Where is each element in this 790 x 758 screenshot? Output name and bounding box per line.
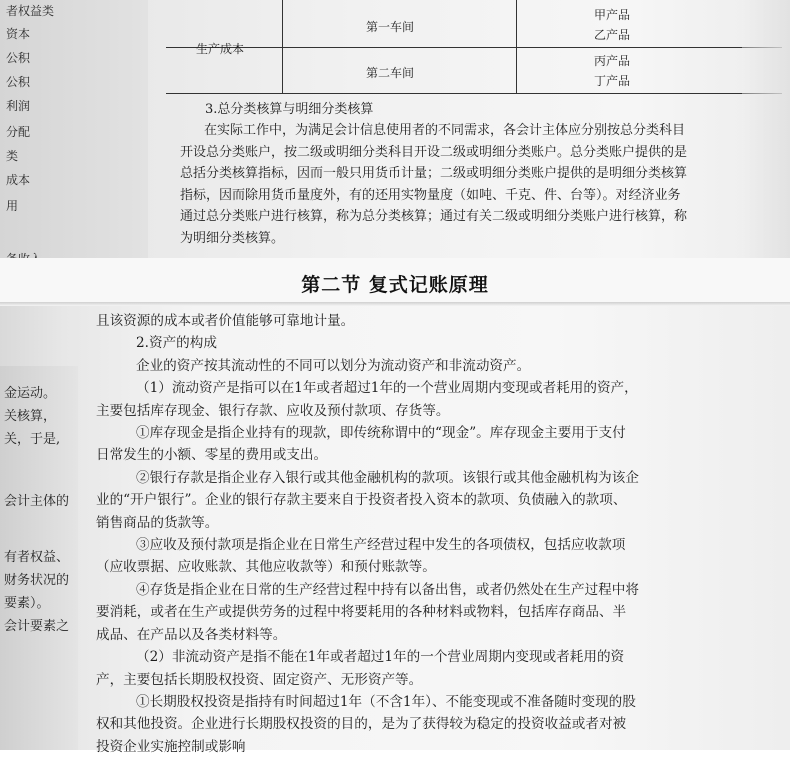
margin-label: 者权益类 (6, 4, 55, 18)
margin-fragment: 金运动。 (4, 386, 57, 401)
margin-label: 公积 (6, 75, 31, 89)
paragraph-line: ②银行存款是指企业存入银行或其他金融机构的款项。该银行或其他金融机构为该企 (136, 469, 639, 486)
margin-fragment: 财务状况的 (4, 573, 70, 588)
paragraph-line: 通过总分类账户进行核算，称为总分类核算；通过有关二级或明细分类账户进行核算，称 (180, 209, 688, 224)
paragraph-line: 主要包括库存现金、银行存款、应收及预付款项、存货等。 (96, 402, 450, 419)
paragraph-line: 权和其他投资。企业进行长期股权投资的目的，是为了获得较为稳定的投资收益或者对被 (96, 716, 627, 733)
bottom-book-page (0, 306, 790, 755)
table-row-header: 生产成本 (196, 42, 245, 56)
paragraph-line: ③应收及预付款项是指企业在日常生产经营过程中发生的各项债权，包括应收款项 (136, 537, 626, 554)
margin-label: 公积 (6, 51, 31, 65)
subsection-heading: 3.总分类核算与明细分类核算 (205, 102, 374, 117)
paragraph-line: 在实际工作中，为满足会计信息使用者的不同需求，各会计主体应分别按总分类科目 (204, 123, 686, 138)
margin-label: 分配 (6, 125, 31, 139)
body-text (96, 310, 782, 758)
left-page-margin (0, 0, 148, 258)
paragraph-line: 指标，因而除用货币量度外，有的还用实物量度（如吨、千克、件、台等）。对经济业务 (180, 187, 681, 203)
paragraph-line: ①长期股权投资是指持有时间超过1年（不含1年）、不能变现或不准备随时变现的股 (136, 693, 636, 710)
margin-label: 成本 (6, 173, 31, 187)
paragraph-line: 业的“开户银行”。企业的银行存款主要来自于投资者投入资本的款项、负债融入的款项、 (96, 492, 627, 509)
paragraph-line: 要消耗，或者在生产或提供劳务的过程中将要耗用的各种材料或物料，包括库存商品、半 (96, 604, 627, 621)
chapter-heading: 第二节 复式记账原理 (301, 274, 489, 296)
paragraph-line: 且该资源的成本或者价值能够可靠地计量。 (96, 313, 355, 329)
paragraph-line: 产，主要包括长期股权投资、固定资产、无形资产等。 (96, 671, 423, 688)
paragraph-line: （2）非流动资产是指不能在1年或者超过1年的一个营业周期内变现或者耗用的资 (136, 649, 625, 666)
margin-fragment: 有者权益、 (4, 550, 70, 565)
left-page-margin (0, 366, 78, 750)
paragraph-line: ④存货是指企业在日常的生产经营过程中持有以备出售，或者仍然处在生产过程中将 (136, 581, 639, 598)
table-cell-workshop-2: 第二车间 (366, 66, 415, 80)
top-book-page (0, 0, 790, 258)
paragraph-line: ①库存现金是指企业持有的现款，即传统称谓中的“现金”。库存现金主要用于支付 (136, 425, 626, 442)
ledger-table (166, 0, 782, 94)
table-cell-workshop-1: 第一车间 (366, 20, 415, 34)
paragraph-line: 销售商品的货款等。 (96, 514, 219, 531)
paragraph-line: （应收票据、应收账款、其他应收款等）和预付账款等。 (96, 559, 436, 576)
margin-label: 用 (6, 199, 19, 213)
paragraph-line: （1）流动资产是指可以在1年或者超过1年的一个营业周期内变现或者耗用的资产， (136, 380, 638, 397)
margin-fragment: 关，于是, (4, 432, 61, 447)
table-cell-product: 丁产品 (594, 74, 631, 88)
paragraph-line: 2.资产的构成 (136, 335, 217, 352)
margin-label: 资本 (6, 27, 31, 41)
page-edge-shadow (742, 0, 790, 258)
paragraph-line: 日常发生的小额、零星的费用或支出。 (96, 447, 328, 464)
paragraph-line: 总括分类核算指标，因而一般只用货币计量；二级或明细分类账户提供的是明细分类核算 (180, 166, 688, 181)
table-cell-product: 乙产品 (594, 28, 631, 42)
top-paragraph (180, 120, 740, 249)
margin-fragment: 要素）。 (4, 596, 50, 611)
margin-fragment: 会计主体的 (4, 494, 70, 509)
paragraph-line: 成品、在产品以及各类材料等。 (96, 626, 287, 643)
margin-label: 利润 (6, 99, 31, 113)
table-cell-product: 丙产品 (594, 54, 631, 68)
table-cell-product: 甲产品 (594, 8, 631, 22)
margin-fragment: 会计要素之 (4, 619, 70, 634)
margin-fragment: 关核算， (4, 409, 57, 424)
paragraph-line: 企业的资产按其流动性的不同可以划分为流动资产和非流动资产。 (136, 357, 531, 374)
paragraph-line: 开设总分类账户，按二级或明细分类科目开设二级或明细分类账户。总分类账户提供的是 (180, 144, 688, 160)
paragraph-line: 投资企业实施控制或影响 (96, 738, 246, 755)
paragraph-line: 为明细分类核算。 (180, 230, 285, 246)
margin-label: 类 (6, 149, 19, 163)
